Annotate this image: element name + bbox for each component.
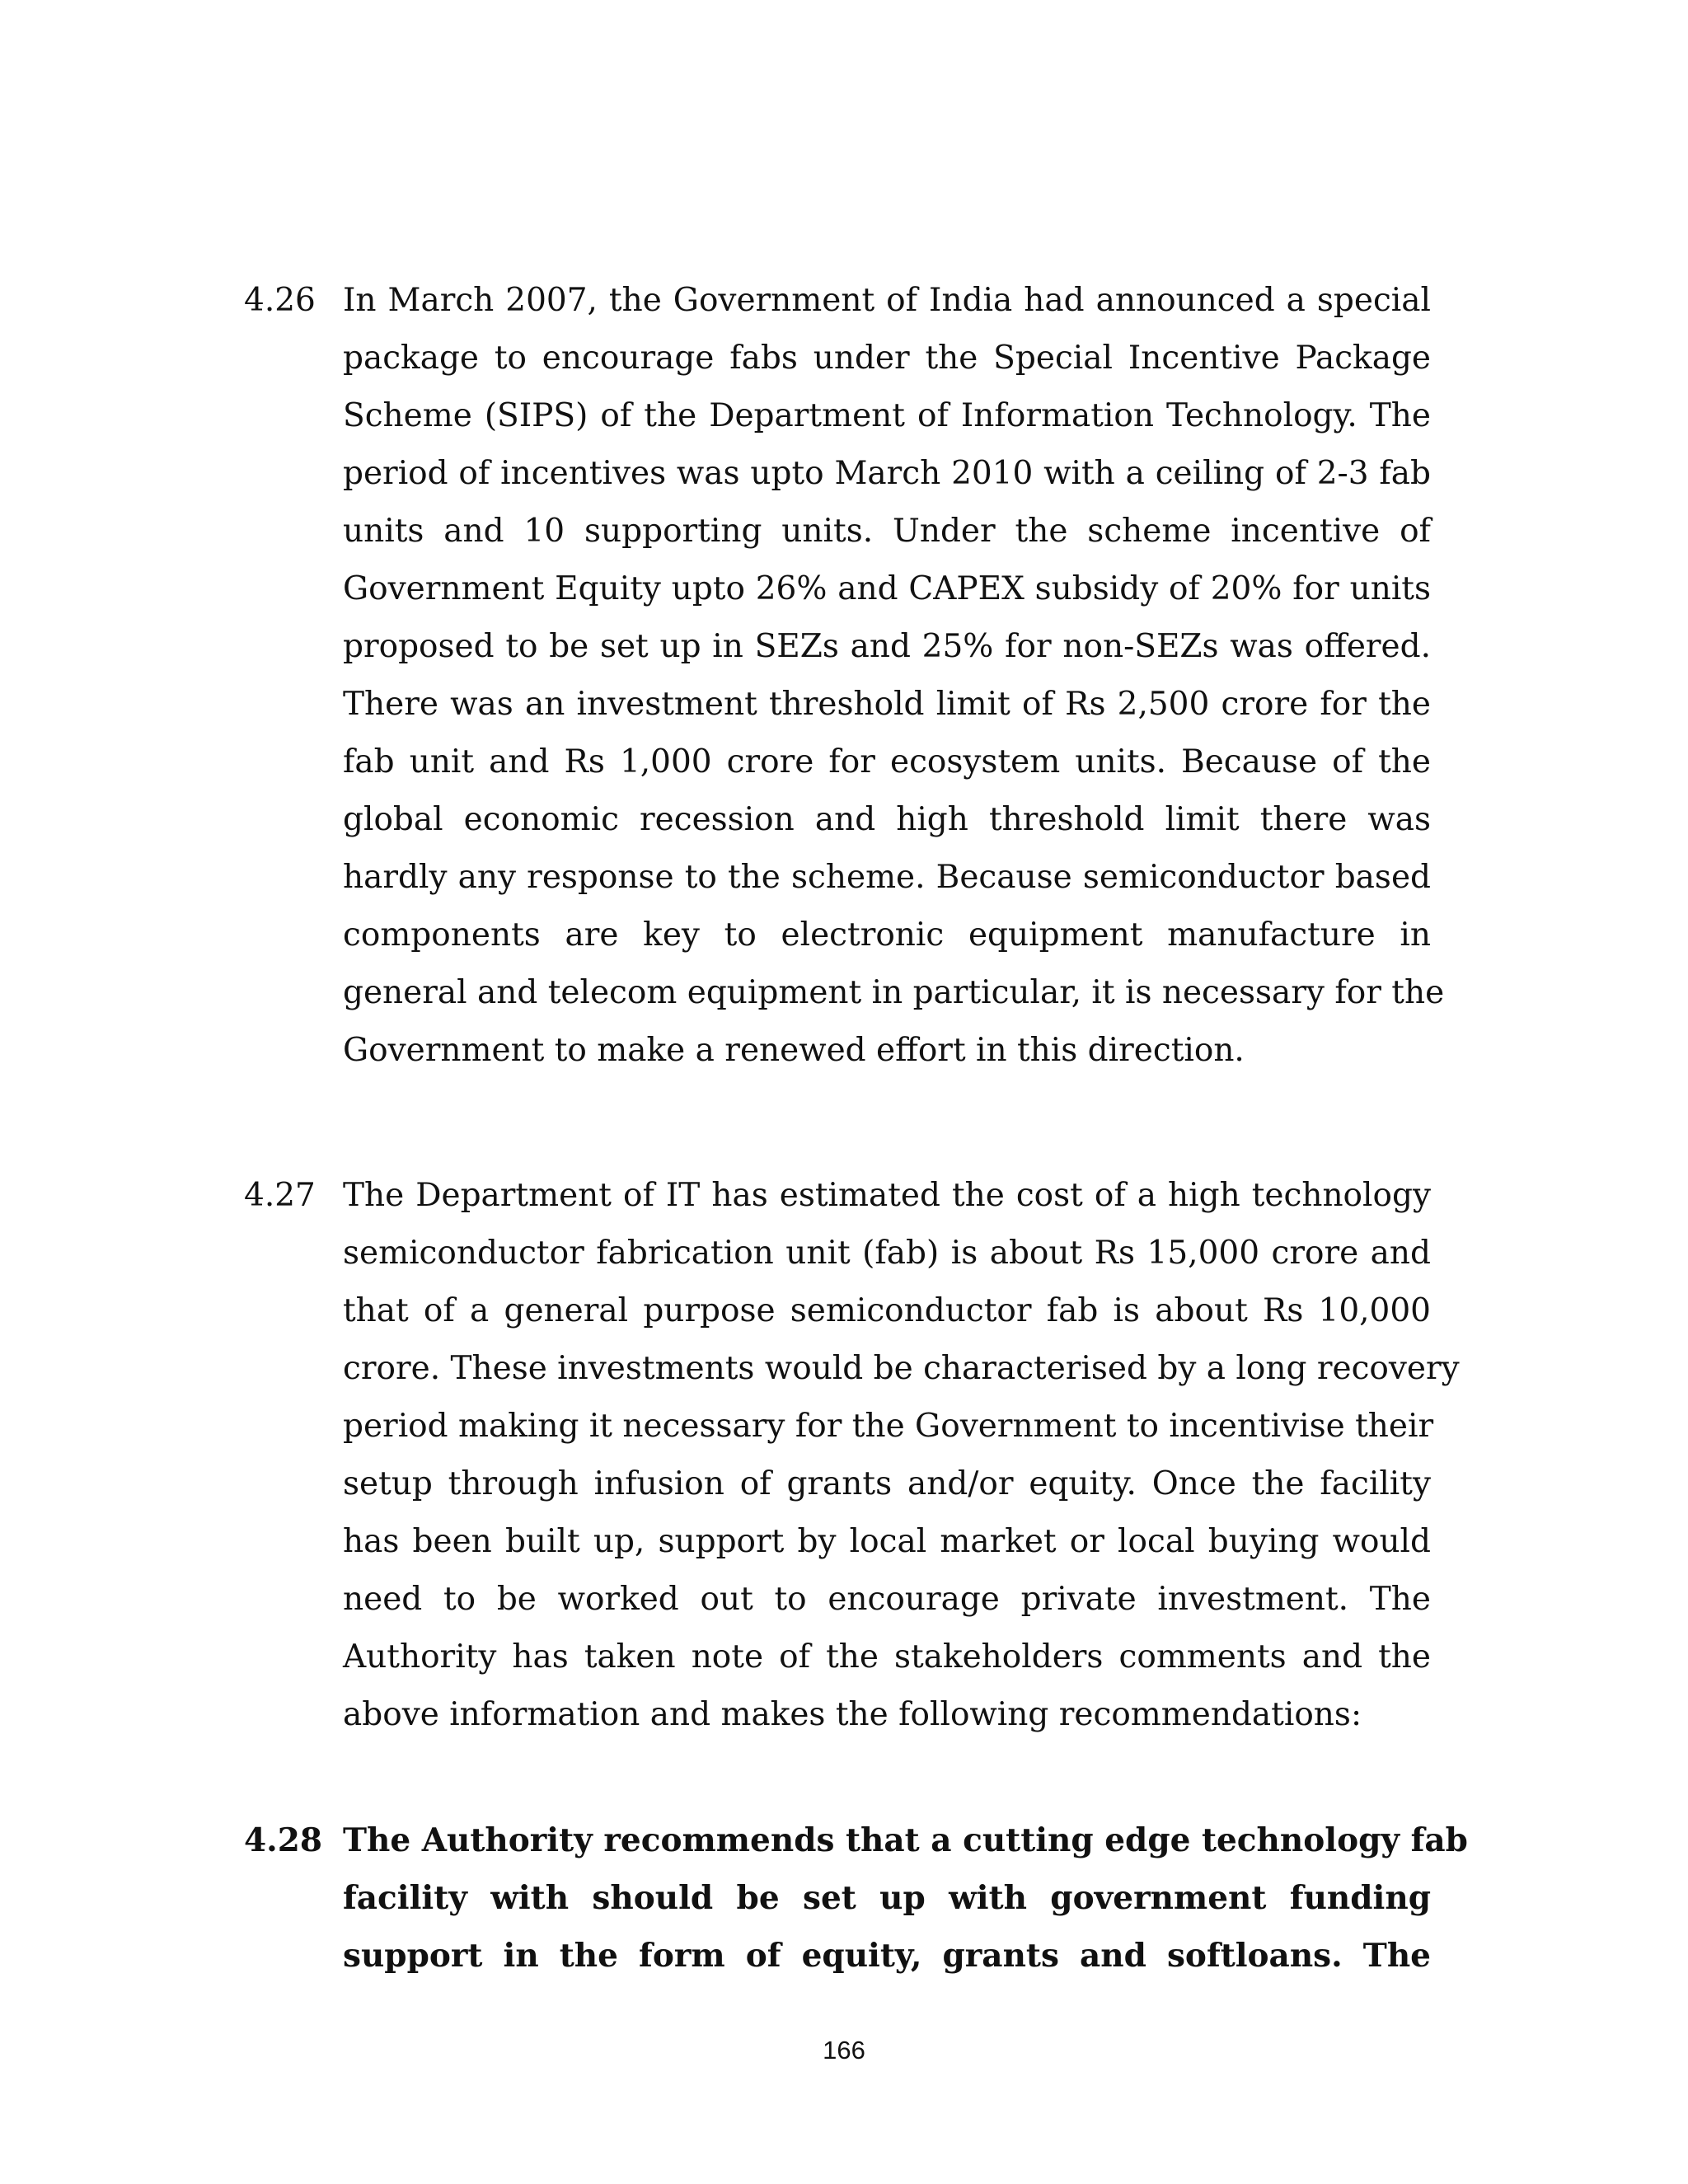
paragraph-number: 4.27 xyxy=(244,1177,316,1214)
text-line: semiconductor fabrication unit (fab) is about Rs 15,000 crore and xyxy=(343,1235,1431,1272)
text-line: hardly any response to the scheme. Because semiconductor based xyxy=(343,859,1431,896)
text-line: Government Equity upto 26% and CAPEX subsidy of 20% for units xyxy=(343,570,1431,607)
text-line: facility with should be set up with government funding xyxy=(343,1879,1431,1917)
text-line: period making it necessary for the Government to incentivise their xyxy=(343,1408,1434,1445)
text-line: general and telecom equipment in particular, it is necessary for the xyxy=(343,974,1445,1011)
text-line: There was an investment threshold limit of Rs 2,500 crore for the xyxy=(343,686,1431,723)
text-line: has been built up, support by local market or local buying would xyxy=(343,1523,1431,1560)
text-line: units and 10 supporting units. Under the scheme incentive of xyxy=(343,513,1431,550)
text-line: proposed to be set up in SEZs and 25% for non-SEZs was offered. xyxy=(343,628,1431,665)
text-line: that of a general purpose semiconductor fab is about Rs 10,000 xyxy=(343,1292,1431,1329)
text-line: global economic recession and high threshold limit there was xyxy=(343,801,1431,838)
text-line: Government to make a renewed effort in this direction. xyxy=(343,1032,1245,1069)
page-number: 166 xyxy=(823,2036,865,2064)
text-line: crore. These investments would be characterised by a long recovery xyxy=(343,1350,1460,1387)
text-line: In March 2007, the Government of India had announced a special xyxy=(343,282,1431,319)
text-line: need to be worked out to encourage private investment. The xyxy=(343,1581,1431,1618)
text-line: package to encourage fabs under the Special Incentive Package xyxy=(343,340,1431,377)
text-line: Scheme (SIPS) of the Department of Information Technology. The xyxy=(343,397,1431,434)
paragraph-number: 4.26 xyxy=(244,282,316,319)
text-line: The Department of IT has estimated the cost of a high technology xyxy=(343,1177,1431,1214)
text-line: setup through infusion of grants and/or equity. Once the facility xyxy=(343,1465,1431,1502)
text-line: Authority has taken note of the stakeholders comments and the xyxy=(343,1638,1431,1675)
text-line: support in the form of equity, grants and softloans. The xyxy=(343,1937,1431,1975)
text-line: fab unit and Rs 1,000 crore for ecosystem units. Because of the xyxy=(343,743,1431,780)
text-line: above information and makes the following recommendations: xyxy=(343,1696,1362,1733)
text-line: components are key to electronic equipment manufacture in xyxy=(343,916,1431,954)
paragraph-number: 4.28 xyxy=(244,1821,322,1859)
text-line: period of incentives was upto March 2010 with a ceiling of 2-3 fab xyxy=(343,455,1431,492)
text-line: The Authority recommends that a cutting edge technology fab xyxy=(343,1821,1468,1859)
